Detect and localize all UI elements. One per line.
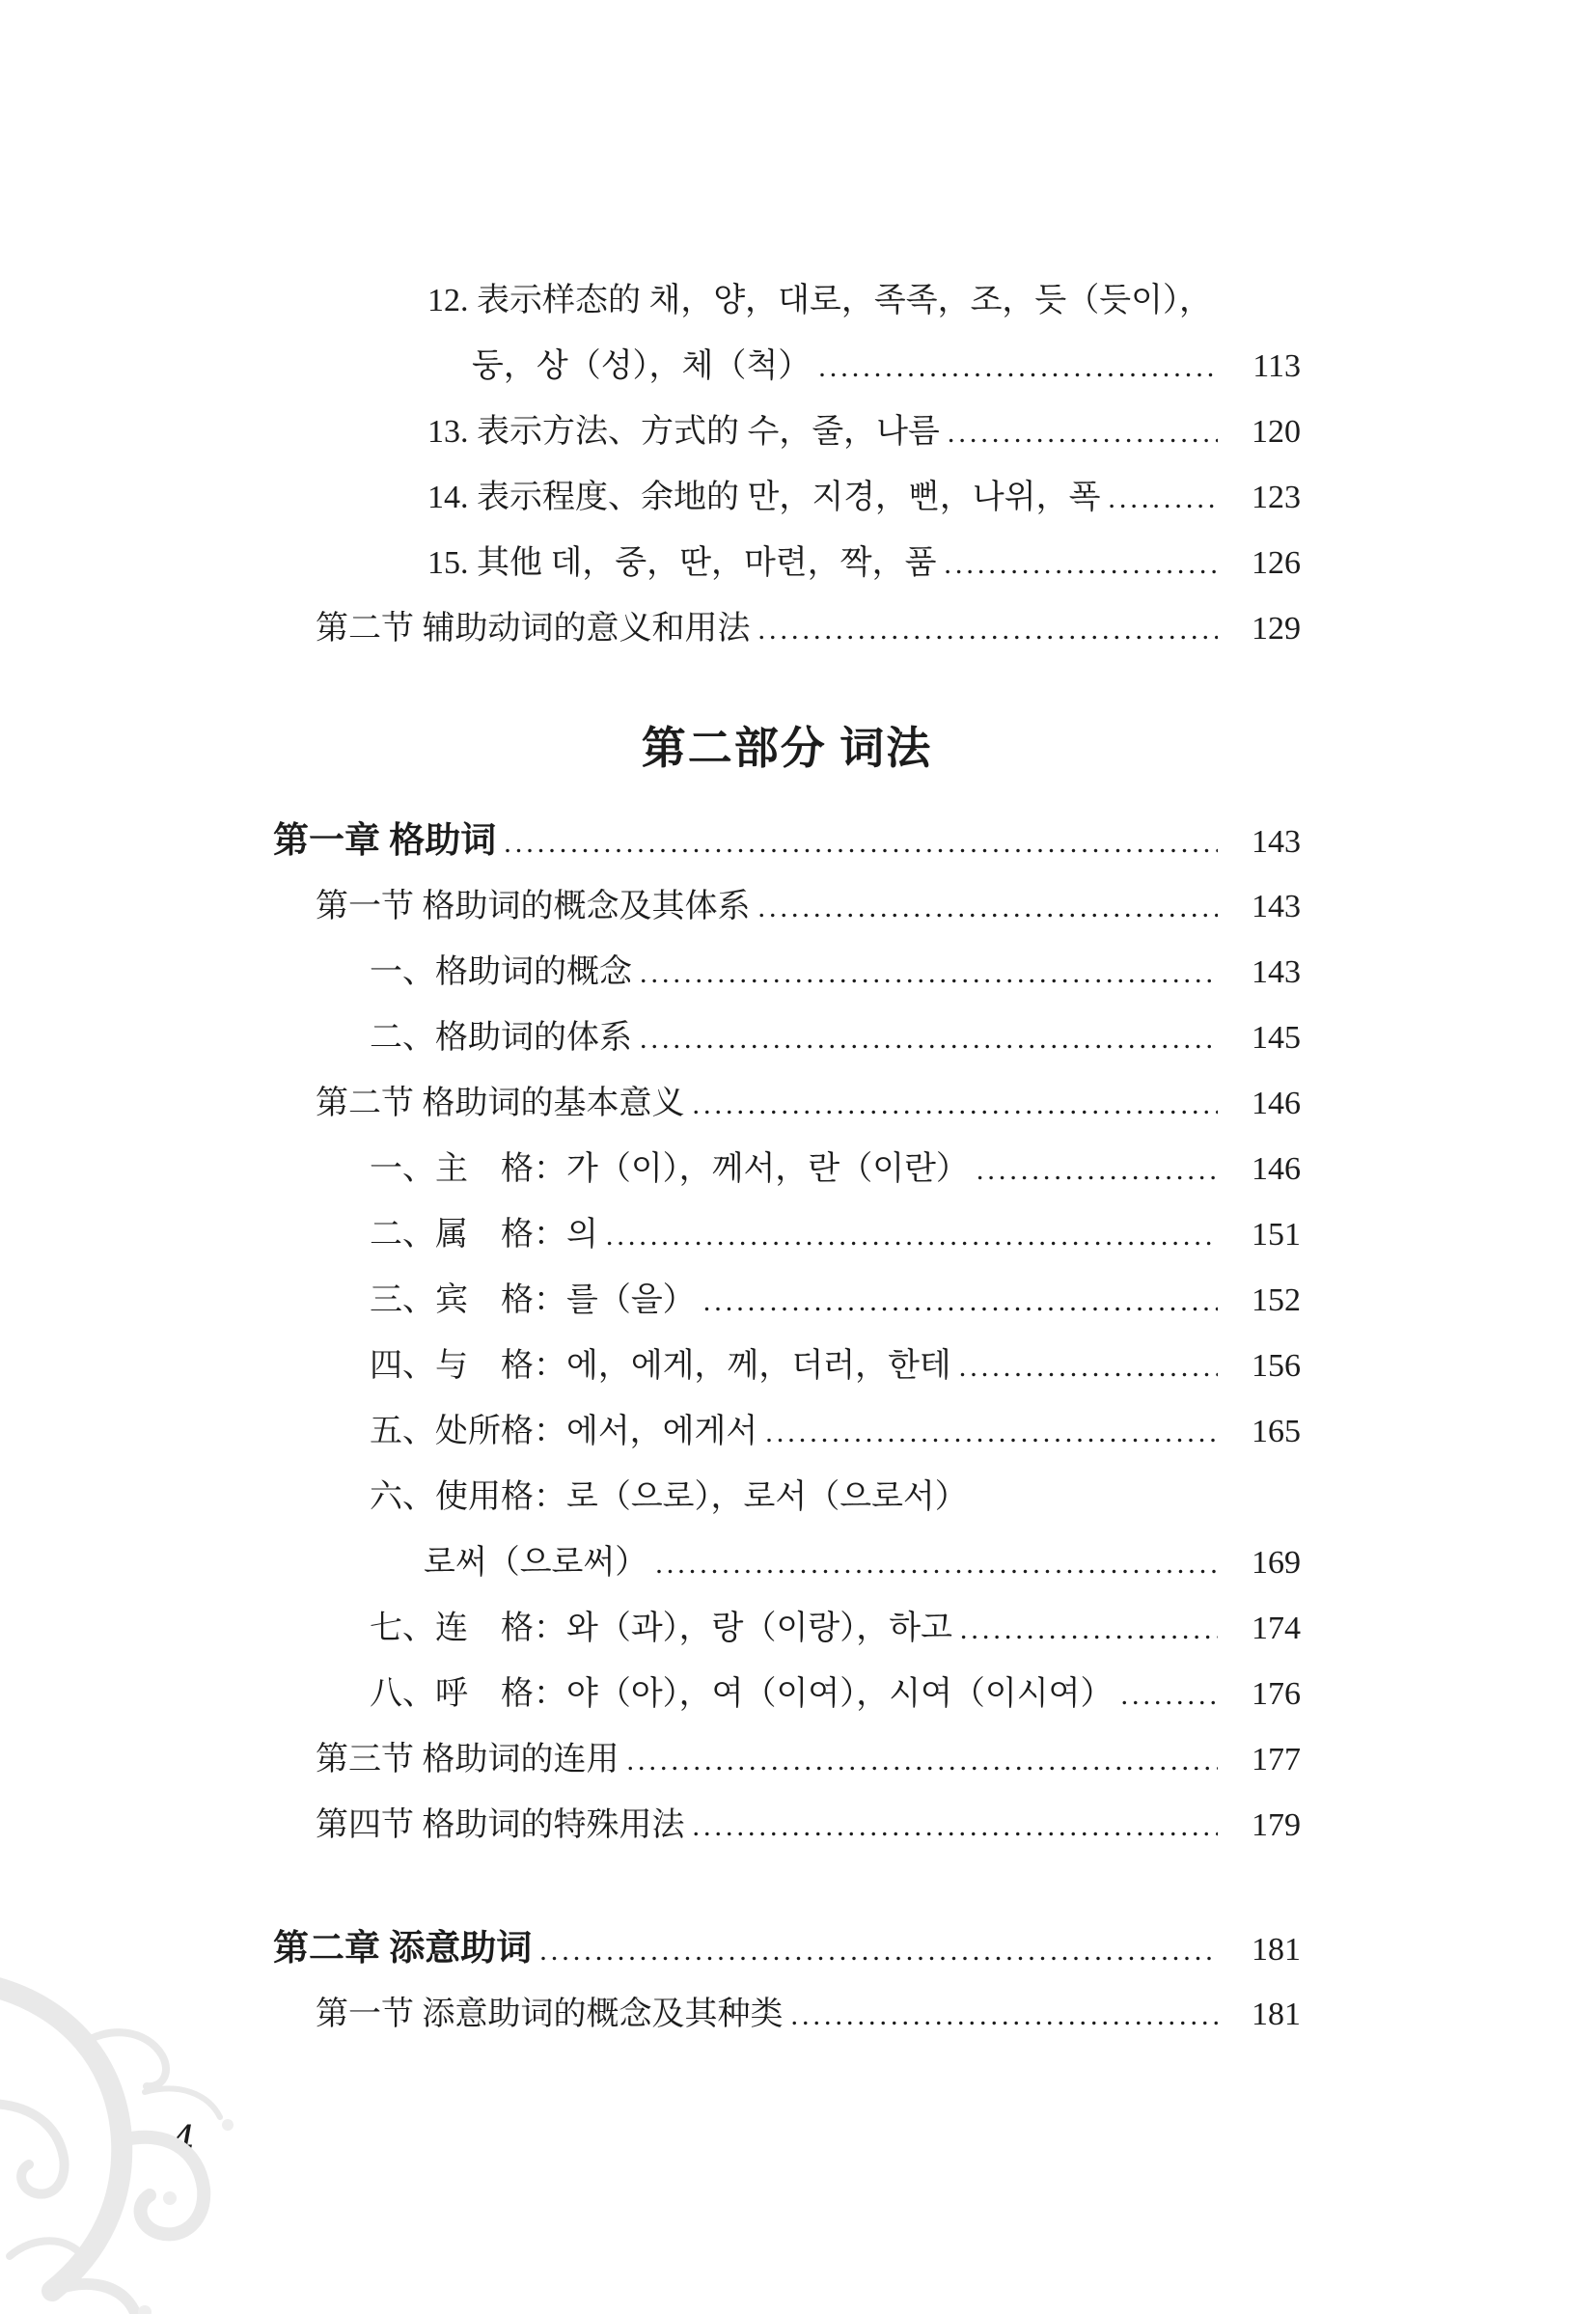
toc-row [273,399,1301,465]
toc-row [273,596,1301,662]
toc-row [273,465,1301,531]
toc-list [273,268,1301,2048]
toc-page-number: 145 [1252,1020,1301,1056]
dot-leader [811,335,1218,400]
toc-row [273,1071,1301,1137]
dot-leader [632,1006,1218,1072]
toc-entry-title: 第一节 格助词的概念及其体系 [316,889,751,924]
toc-row [273,1268,1301,1334]
dot-leader [784,1983,1219,2049]
toc-entry-title: 13. 表示方法、方式的 수，줄，나름 [427,414,940,450]
toc-row [273,1793,1301,1859]
dot-leader [969,1138,1218,1203]
toc-entry-title: 15. 其他 데，중，딴，마련，짝，품 [427,545,937,581]
toc-entry-title: 第一章 格助词 [273,821,497,861]
toc-page-number: 151 [1252,1217,1301,1253]
toc-row [273,334,1301,399]
toc-row [273,809,1301,874]
toc-page-number: 181 [1252,1932,1301,1968]
dot-leader [632,941,1218,1006]
toc-row [273,1202,1301,1268]
toc-row [273,1137,1301,1202]
toc-page-number: 165 [1252,1414,1301,1449]
toc-row [273,1399,1301,1465]
toc-entry-title: 둥，상（성），체（척） [472,348,812,384]
toc-page-number: 126 [1252,545,1301,581]
toc-entry-title: 第二节 辅助动词的意义和用法 [316,611,751,647]
toc-entry-title: 二、属 格：의 [370,1217,598,1253]
dot-leader [598,1203,1218,1269]
toc-page-number: 169 [1252,1545,1301,1581]
toc-page-number: 152 [1252,1282,1301,1318]
toc-entry-title: 五、处所格：에서，에게서 [370,1414,758,1449]
toc-entry-title: 12. 表示样态的 채，양，대로，족족，조，듯（듯이）， [427,283,1212,318]
dot-leader [751,875,1219,941]
toc-entry-title: 七、连 格：와（과），랑（이랑），하고 [370,1611,952,1646]
toc-page-number: 146 [1252,1086,1301,1121]
toc-page-number: 174 [1252,1611,1301,1646]
toc-row [273,268,1301,334]
toc-row [273,1662,1301,1727]
toc-row [273,1530,1301,1596]
toc-entry-title: 第二章 添意助词 [273,1929,533,1969]
toc-row [273,1916,1301,1982]
toc-entry-title: 第二节 格助词的基本意义 [316,1086,685,1121]
toc-row [273,1005,1301,1071]
toc-row [273,1727,1301,1793]
toc-page-number: 181 [1252,1997,1301,2032]
dot-leader [496,811,1218,876]
toc-page-number: 123 [1252,480,1301,515]
toc-entry-title: 二、格助词的体系 [370,1020,632,1056]
toc-entry-title: 三、宾 格：를（을） [370,1282,696,1318]
toc-row [273,1596,1301,1662]
toc-page-number: 129 [1252,611,1301,647]
toc-entry-title: 第三节 格助词的连用 [316,1742,619,1777]
toc-entry-title: 第一节 添意助词的概念及其种类 [316,1997,784,2032]
toc-entry-title: 六、使用格：로（으로），로서（으로서） [370,1479,968,1515]
dot-leader [757,1400,1218,1466]
toc-row [273,940,1301,1005]
dot-leader [647,1531,1218,1597]
toc-entry-title: 一、主 格：가（이），께서，란（이란） [370,1151,969,1187]
dot-leader [951,1335,1218,1400]
toc-row [273,874,1301,940]
toc-page-number: 113 [1252,348,1301,384]
toc-row [273,1982,1301,2048]
toc-page-number: 143 [1252,954,1301,990]
dot-leader [1100,466,1218,532]
toc-page-number: 146 [1252,1151,1301,1187]
toc-row [273,1465,1301,1530]
dot-leader [619,1728,1219,1794]
dot-leader [936,532,1218,597]
toc-entry-title: 第四节 格助词的特殊用法 [316,1807,685,1843]
dot-leader [696,1269,1218,1335]
toc-row [273,531,1301,596]
toc-entry-title: 八、呼 格：야（아），여（이여），시여（이시여） [370,1676,1114,1712]
toc-row [273,1334,1301,1399]
page-folio: 4 [170,2114,193,2165]
dot-leader [685,1794,1219,1859]
dot-leader [952,1597,1218,1663]
part-heading: 第二部分 词法 [641,724,933,773]
toc-entry-title: 로써（으로써） [424,1545,648,1581]
toc-page-number: 120 [1252,414,1301,450]
corner-flourish-ornament [0,1851,367,2314]
toc-page-number: 143 [1252,824,1301,860]
toc-page-number: 143 [1252,889,1301,924]
dot-leader [1113,1663,1218,1728]
toc-page-number: 176 [1252,1676,1301,1712]
dot-leader [940,400,1218,466]
toc-page-number: 179 [1252,1807,1301,1843]
toc-page-number: 156 [1252,1348,1301,1384]
toc-entry-title: 一、格助词的概念 [370,954,632,990]
dot-leader [685,1072,1219,1138]
toc-entry-title: 14. 表示程度、余地的 만，지경，뻔，나위，폭 [427,480,1101,515]
dot-leader [751,597,1219,663]
toc-page-number: 177 [1252,1742,1301,1777]
toc-entry-title: 四、与 格：에，에게，께，더러，한테 [370,1348,951,1384]
dot-leader [532,1918,1218,1984]
